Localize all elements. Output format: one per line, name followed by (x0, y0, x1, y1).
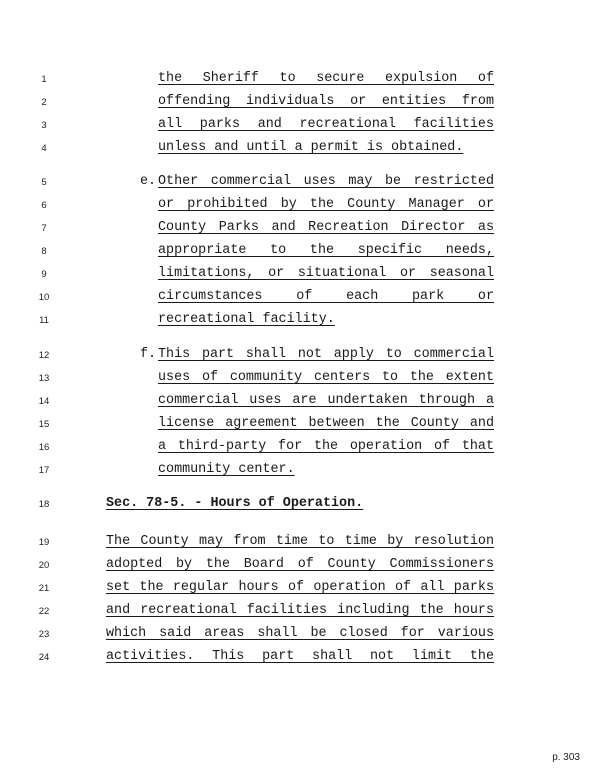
text-line: offending individuals or entities from (158, 94, 494, 109)
line-number: 17 (38, 465, 50, 476)
line-number: 3 (41, 120, 47, 131)
text-line: The County may from time to time by resolution (106, 534, 494, 549)
line-number: 4 (41, 143, 47, 154)
text-line: community center. (158, 462, 295, 477)
line-number: 10 (38, 292, 50, 303)
text-line: This part shall not apply to commercial (158, 347, 494, 362)
line-number: 21 (38, 583, 50, 594)
text-line: license agreement between the County and (158, 416, 494, 431)
line-number: 5 (41, 177, 47, 188)
text-line: appropriate to the specific needs, (158, 243, 494, 258)
text-line: a third-party for the operation of that (158, 439, 494, 454)
line-number: 9 (41, 269, 47, 280)
line-number: 24 (38, 652, 50, 663)
line-number: 7 (41, 223, 47, 234)
text-line: unless and until a permit is obtained. (158, 140, 464, 155)
text-line: set the regular hours of operation of all parks (106, 580, 494, 595)
text-line: adopted by the Board of County Commissioners (106, 557, 494, 572)
line-number: 15 (38, 419, 50, 430)
text-line: limitations, or situational or seasonal (158, 266, 494, 281)
page-number: p. 303 (552, 752, 580, 763)
line-number: 1 (41, 74, 47, 85)
text-line: County Parks and Recreation Director as (158, 220, 494, 235)
text-line: the Sheriff to secure expulsion of (158, 71, 494, 86)
text-line: Other commercial uses may be restricted (158, 174, 494, 189)
line-number: 19 (38, 537, 50, 548)
text-line: recreational facility. (158, 312, 335, 327)
line-number: 22 (38, 606, 50, 617)
text-line: commercial uses are undertaken through a (158, 393, 494, 408)
line-number: 14 (38, 396, 50, 407)
line-number: 18 (38, 499, 50, 510)
text-line: and recreational facilities including the hours (106, 603, 494, 618)
list-marker-f: f. (140, 347, 157, 362)
text-line: uses of community centers to the extent (158, 370, 494, 385)
line-number: 2 (41, 97, 47, 108)
line-number: 11 (39, 315, 49, 326)
text-line: circumstances of each park or (158, 289, 494, 304)
text-line: all parks and recreational facilities (158, 117, 494, 132)
text-line: or prohibited by the County Manager or (158, 197, 494, 212)
line-number: 13 (38, 373, 50, 384)
line-number: 12 (38, 350, 50, 361)
section-heading: Sec. 78-5. - Hours of Operation. (106, 496, 364, 511)
line-number: 20 (38, 560, 50, 571)
line-number: 8 (41, 246, 47, 257)
text-line: which said areas shall be closed for various (106, 626, 494, 641)
line-number: 16 (38, 442, 50, 453)
text-line: activities. This part shall not limit the (106, 649, 494, 664)
list-marker-e: e. (140, 174, 157, 189)
line-number: 23 (38, 629, 50, 640)
line-number: 6 (41, 200, 47, 211)
